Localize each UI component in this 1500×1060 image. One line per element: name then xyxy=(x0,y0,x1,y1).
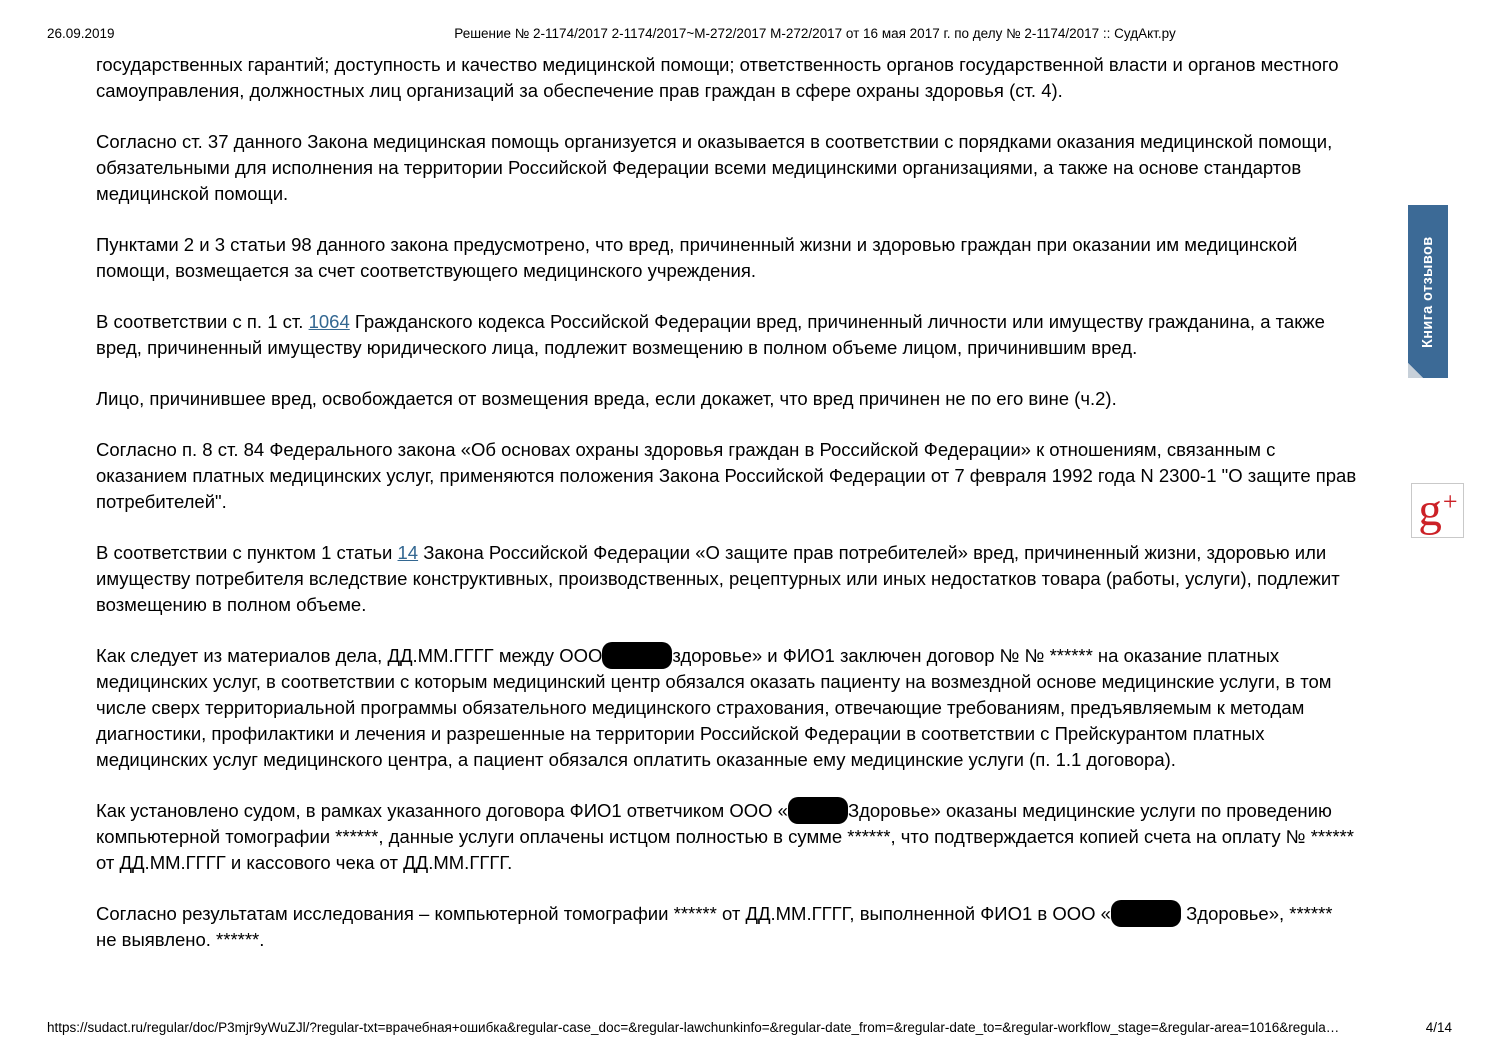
source-url: https://sudact.ru/regular/doc/P3mjr9yWuZJl/?regular-txt=врачебная+ошибка&regular-case_doc=&regular-lawchunkinfo=&regular-date_from=&regular-date_to=&regular-workflow_stage=&regular-area=1016&regula… xyxy=(47,1020,1340,1035)
document-title: Решение № 2-1174/2017 2-1174/2017~М-272/2017 М-272/2017 от 16 мая 2017 г. по делу № 2-1174/2017 :: СудАкт.ру xyxy=(454,26,1176,41)
google-plus-button[interactable] xyxy=(1411,483,1464,538)
print-footer xyxy=(47,1020,1452,1035)
paragraph: Как следует из материалов дела, ДД.ММ.ГГГГ между ООО здоровье» и ФИО1 заключен договор № № ****** на оказание платных медицинских услуг, в соответствии с которым медицинский центр обязался оказать пациенту на возмездной основе медицинские услуги, в том числе сверх территориальной программы обязательного медицинского страхования, отвечающие требованиям, предъявляемым к методам диагностики, профилактики и лечения и разрешенные на территории Российской Федерации в соответствии с Прейскурантом платных медицинских услуг медицинского центра, а пациент обязался оплатить оказанные ему медицинские услуги (п. 1.1 договора). xyxy=(96,643,1358,773)
paragraph: Согласно результатам исследования – компьютерной томографии ****** от ДД.ММ.ГГГГ, выполненной ФИО1 в ООО « Здоровье», ****** не выявлено. ******. xyxy=(96,901,1358,953)
feedback-tab[interactable] xyxy=(1408,205,1448,378)
paragraph: Как установлено судом, в рамках указанного договора ФИО1 ответчиком ООО « Здоровье» оказаны медицинские услуги по проведению компьютерной томографии ******, данные услуги оплачены истцом полностью в сумме ******, что подтверждается копией счета на оплату № ****** от ДД.ММ.ГГГГ и кассового чека от ДД.ММ.ГГГГ. xyxy=(96,798,1358,876)
google-plus-icon xyxy=(1418,484,1458,536)
paragraph: Пунктами 2 и 3 статьи 98 данного закона предусмотрено, что вред, причиненный жизни и здоровью граждан при оказании им медицинской помощи, возмещается за счет соответствующего медицинского учреждения. xyxy=(96,234,1298,281)
paragraph: Согласно п. 8 ст. 84 Федерального закона «Об основах охраны здоровья граждан в Российской Федерации» к отношениям, связанным с оказанием платных медицинских услуг, применяются положения Закона Российской Федерации от 7 февраля 1992 года N 2300-1 "О защите прав потребителей". xyxy=(96,439,1357,512)
gplus-plus-glyph: + xyxy=(1442,487,1458,516)
paragraph: государственных гарантий; доступность и качество медицинской помощи; ответственность органов государственной власти и органов местного самоуправления, должностных лиц организаций за обеспечение прав граждан в сфере охраны здоровья (ст. 4). xyxy=(96,54,1339,101)
redaction-box xyxy=(788,797,848,824)
redaction-box xyxy=(602,642,672,669)
print-date: 26.09.2019 xyxy=(47,26,115,41)
redaction-box xyxy=(1111,900,1181,927)
statute-link[interactable]: 14 xyxy=(397,542,419,563)
paragraph: Согласно ст. 37 данного Закона медицинская помощь организуется и оказывается в соответствии с порядками оказания медицинской помощи, обязательными для исполнения на территории Российской Федерации всеми медицинскими организациями, а также на основе стандартов медицинской помощи. xyxy=(96,131,1333,204)
page-number: 4/14 xyxy=(1425,1020,1452,1035)
feedback-tab-label: Книга отзывов xyxy=(1420,236,1436,349)
paragraph: В соответствии с пунктом 1 статьи 14 Закона Российской Федерации «О защите прав потребителей» вред, причиненный жизни, здоровью или имуществу потребителя вследствие конструктивных, производственных, рецептурных или иных недостатков товара (работы, услуги), подлежит возмещению в полном объеме. xyxy=(96,542,1340,615)
paragraph: В соответствии с п. 1 ст. 1064 Гражданского кодекса Российской Федерации вред, причиненный личности или имуществу гражданина, а также вред, причиненный имуществу юридического лица, подлежит возмещению в полном объеме лицом, причинившим вред. xyxy=(96,311,1325,358)
document-body xyxy=(96,52,1358,978)
statute-link[interactable]: 1064 xyxy=(308,311,350,332)
paragraph: Лицо, причинившее вред, освобождается от возмещения вреда, если докажет, что вред причинен не по его вине (ч.2). xyxy=(96,388,1117,409)
gplus-g-glyph: g xyxy=(1418,484,1442,536)
print-header xyxy=(0,26,1500,41)
